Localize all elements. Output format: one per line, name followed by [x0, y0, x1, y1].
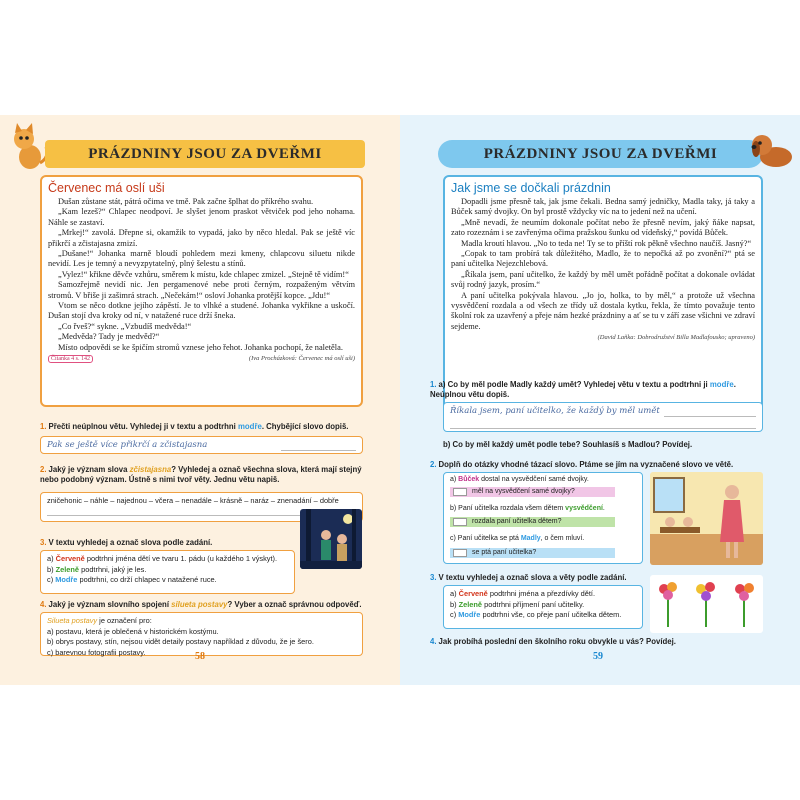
sentence-b	[450, 504, 605, 514]
option-a[interactable]: a) postavu, která je oblečená v historickém kostýmu.	[47, 626, 219, 636]
story-paragraph: „Copak to tam probírá tak důležitého, Madlo, že to nepočká až po zvonění?“ ptá se paní učitelka Nejezchlebová.	[451, 249, 755, 269]
blank-square[interactable]	[453, 488, 467, 496]
option-text: b) Paní učitelka rozdala všem dětem	[450, 505, 566, 512]
task-number: 3.	[430, 573, 437, 582]
dog-icon	[748, 127, 796, 171]
option-text: podtrhni jména dětí ve tvaru 1. pádu (u každého 1 výskyt).	[84, 554, 278, 563]
classroom-illustration-icon	[650, 472, 763, 565]
task-2	[430, 460, 770, 470]
task-number: 2.	[40, 465, 47, 474]
color-word: Zeleně	[55, 564, 80, 574]
task-2	[40, 465, 363, 485]
task-4	[430, 637, 770, 647]
story-paragraph: „Mrkej!“ zavolá. Dřepne si, okamžik to vypadá, jako by něco hledal. Pak se ještě víc přikrčí a zčistajasna zmizí.	[48, 228, 355, 248]
option-text: c) Paní učitelka se ptá	[450, 535, 521, 542]
fill-text: měl na vysvědčení samé dvojky?	[472, 488, 575, 495]
option-text: podtrhni, jaký je les.	[79, 564, 147, 574]
task-text: V textu vyhledej a označ slova a věty podle zadání.	[438, 573, 627, 582]
handwritten-answer: Říkala jsem, paní učitelko, že každý by měl umět	[450, 406, 660, 416]
page-right	[400, 115, 800, 685]
option-b[interactable]	[47, 565, 288, 576]
option-letter: a)	[450, 476, 459, 483]
story-paragraph: „Dušane!“ Johanka marně bloudí pohledem mezi kmeny, chlapcovu siluetu nikde nevidí. Les je temný a nevyzpytatelný, plný šelestu a stínů.	[48, 249, 355, 269]
story-paragraph: „Co řveš?“ sykne. „Vzbudíš medvěda!“	[58, 321, 192, 331]
color-word: Zeleně	[458, 599, 483, 609]
blank-line	[664, 416, 756, 417]
option-text: podtrhni, co drží chlapec v natažené ruce.	[77, 575, 217, 584]
color-word: Modře	[55, 575, 78, 584]
cat-icon	[6, 123, 50, 171]
option-c[interactable]: c) barevnou fotografii postavy.	[47, 647, 146, 657]
task-1b	[443, 440, 763, 450]
task-text: Přečti neúplnou větu. Vyhledej ji v textu a podtrhni	[48, 422, 238, 431]
story-paragraph: „Medvěda? Tady je medvěd?“	[58, 332, 160, 342]
task-text: a) Co by měl podle Madly každý umět? Vyhledej větu v textu a podtrhni ji	[438, 380, 710, 389]
story-source: (David Laňka: Dobrodružství Billa Madlafousko; upraveno)	[597, 334, 755, 342]
task-text: Doplň do otázky vhodné tázací slovo. Ptáme se jím na vyznačené slovo ve větě.	[438, 460, 734, 469]
options-box	[40, 550, 295, 594]
blank-line	[450, 428, 756, 429]
task-text: V textu vyhledej a označ slova podle zadání.	[48, 538, 213, 547]
page-left	[0, 115, 400, 685]
options-lead	[47, 616, 356, 627]
task-text: ? Vyber a označ správnou odpověď.	[227, 600, 362, 609]
handwritten-answer: Pak se ještě více přikrčí a zčistajasna	[47, 440, 208, 450]
story-paragraph: „Říkala jsem, paní učitelko, že každý by měl umět pořádně počítat a dokonale ovládat svůj rodný jazyk, prosím.“	[451, 269, 755, 290]
option-letter: b)	[47, 564, 56, 574]
option-b[interactable]	[450, 600, 636, 611]
task-highlight: zčistajasna	[129, 465, 172, 474]
task-number: 4.	[430, 637, 437, 646]
options-box	[40, 612, 363, 656]
option-c[interactable]	[450, 610, 636, 621]
fill-a[interactable]	[450, 487, 615, 497]
page-number: 58	[195, 651, 205, 662]
color-word: Modře	[458, 610, 481, 619]
task-number: 1.	[430, 380, 437, 389]
task-highlight: modře	[237, 422, 262, 431]
task-text: ? Vyhledej a označ všechna slova, která mají stejný nebo podobný význam. Ústně s nimi tvoř věty. Jednu větu napiš.	[40, 465, 362, 484]
blank-line	[281, 450, 356, 451]
sentence-a	[450, 475, 589, 485]
story-paragraph: Vtom se něco dotkne jejího zápěstí. Je to vlhké a studené. Johanka vykřikne a uskočí. Dušan stojí dva kroky od ní, v natažené ruce drží šneka.	[48, 301, 355, 321]
forest-illustration-icon	[300, 509, 362, 569]
task-1	[40, 422, 370, 432]
option-text: podtrhni příjmení paní učitelky.	[482, 599, 585, 609]
blank-square[interactable]	[453, 518, 467, 526]
task-number: 2.	[430, 460, 437, 469]
task-3	[40, 538, 290, 548]
story-paragraph: Madla kroutí hlavou. „No to teda ne! Ty se to příští rok pěkně všechno naučíš. Jasný?“	[461, 238, 752, 248]
color-word: Madly	[520, 535, 541, 542]
page-number: 59	[593, 651, 603, 662]
citanka-badge: Čítanka 4 s. 142	[48, 355, 93, 363]
story-title: Červenec má oslí uši	[48, 181, 165, 195]
task-number: 3.	[40, 538, 47, 547]
story-paragraph: Samozřejmě nevidí nic. Jen pergamenové nebe proti černým, rozpaženým větvím stromů. V břiše ji zašimrá strach. „Nečekám!“ osloví Johanka protější kopce. „Jdu!“	[48, 280, 355, 300]
color-word: Červeně	[55, 554, 85, 563]
story-paragraph: Dušan zůstane stát, pátrá očima ve tmě. Pak začne šplhat do příkrého svahu.	[58, 197, 314, 206]
page-title: PRÁZDNINY JSOU ZA DVEŘMI	[438, 140, 763, 168]
story-paragraph: „Mně nevadí, že neumím dokonale počítat nebo že přesně nevím, jaký ňáke napsat, zato rozeznám i se zavřenýma očima pražskou šunku od vídeňský,“ povídá Bůček.	[451, 217, 755, 238]
option-text: podtrhni vše, co přeje paní učitelka dětem.	[480, 610, 622, 619]
page-title: PRÁZDNINY JSOU ZA DVEŘMI	[45, 140, 365, 168]
option-text: .	[602, 505, 605, 512]
word-list: zničehonic – náhle – najednou – včera – nenadále – krásně – naráz – znenadání – dobře	[47, 496, 339, 505]
task-text: b) Co by měl každý umět podle tebe? Souhlasíš s Madlou? Povídej.	[443, 440, 693, 449]
source-text: (Iva Procházková: Červenec má oslí uši)	[248, 355, 355, 363]
color-word: vysvědčení	[565, 505, 603, 512]
option-c[interactable]	[47, 575, 288, 586]
lead-text: je označení pro:	[97, 616, 152, 625]
option-letter: c)	[450, 610, 459, 619]
story-paragraph: Místo odpovědi se ke špičím stromů vznese jeho řehot. Johanka pochopí, že naletěla.	[58, 342, 343, 352]
task-1	[430, 380, 770, 400]
story-paragraph: Dopadli jsme přesně tak, jak jsme čekali. Bedna samý jedničky, Madla taky, já taky a Bůček samý dvojky. On byl prostě vždycky víc na to jedení než na učení.	[451, 197, 755, 217]
option-letter: b)	[450, 599, 459, 609]
question-box	[443, 472, 643, 564]
color-word: Červeně	[458, 589, 488, 598]
task-highlight: modře	[709, 380, 734, 389]
task-highlight: silueta postavy	[171, 600, 228, 609]
story-source	[48, 355, 355, 362]
task-4	[40, 600, 363, 610]
option-text: , o čem mluví.	[540, 535, 585, 542]
story-box	[40, 175, 363, 407]
story-title: Jak jsme se dočkali prázdnin	[451, 181, 611, 195]
option-letter: a)	[450, 589, 459, 598]
book-spread	[0, 115, 800, 685]
fill-text: se ptá paní učitelka?	[472, 549, 537, 556]
task-text: . Chybějící slovo dopiš.	[261, 422, 349, 431]
task-text: Jaký je význam slovního spojení	[48, 600, 172, 609]
color-word: Bůček	[458, 476, 480, 483]
option-a[interactable]	[450, 589, 636, 600]
fill-c[interactable]	[450, 548, 615, 558]
option-text: dostal na vysvědčení samé dvojky.	[479, 476, 589, 483]
option-a[interactable]	[47, 554, 288, 565]
option-letter: a)	[47, 554, 56, 563]
story-paragraph: „Vylez!“ křikne děvče vzhůru, směrem k místu, kde chlapec zmizel. „Stejně tě vidím!“	[58, 269, 349, 279]
answer-box[interactable]	[40, 436, 363, 454]
task-text: Jak probíhá poslední den školního roku obvykle u vás? Povídej.	[438, 637, 676, 646]
story-paragraph: A paní učitelka pokývala hlavou. „Jo jo, holka, to by měl,“ a protože už všechna vysvědčení rozdala a od všech ze třídy už dostala kytku, řekla, že tímto považuje tento školní rok za uzavřený a přeje nám hezké prázdniny a ať se tu v září zase všichni ve zdraví sejdeme.	[451, 290, 756, 331]
option-text: podtrhni jména a přezdívky dětí.	[487, 589, 596, 598]
task-number: 4.	[40, 600, 47, 609]
sentence-c	[450, 534, 584, 544]
fill-text: rozdala paní učitelka dětem?	[472, 518, 562, 525]
task-3	[430, 573, 670, 583]
blank-square[interactable]	[453, 549, 467, 557]
task-number: 1.	[40, 422, 47, 431]
answer-box[interactable]	[443, 402, 763, 432]
flowers-illustration-icon	[650, 575, 763, 633]
task-text: Jaký je význam slova	[48, 465, 130, 474]
story-paragraph: „Kam lezeš?“ Chlapec neodpoví. Je slyšet jenom praskot větviček pod jeho nohama. Náhle se zastaví.	[48, 207, 355, 227]
option-b[interactable]: b) obrys postavy, stín, nejsou vidět detaily postavy například z důvodu, že je šero.	[47, 637, 314, 646]
options-box	[443, 585, 643, 629]
lead-highlight: Silueta postavy	[47, 616, 98, 625]
task-text: . Neúplnou větu dopiš.	[430, 380, 736, 399]
option-letter: c)	[47, 575, 56, 584]
fill-b[interactable]	[450, 517, 615, 527]
